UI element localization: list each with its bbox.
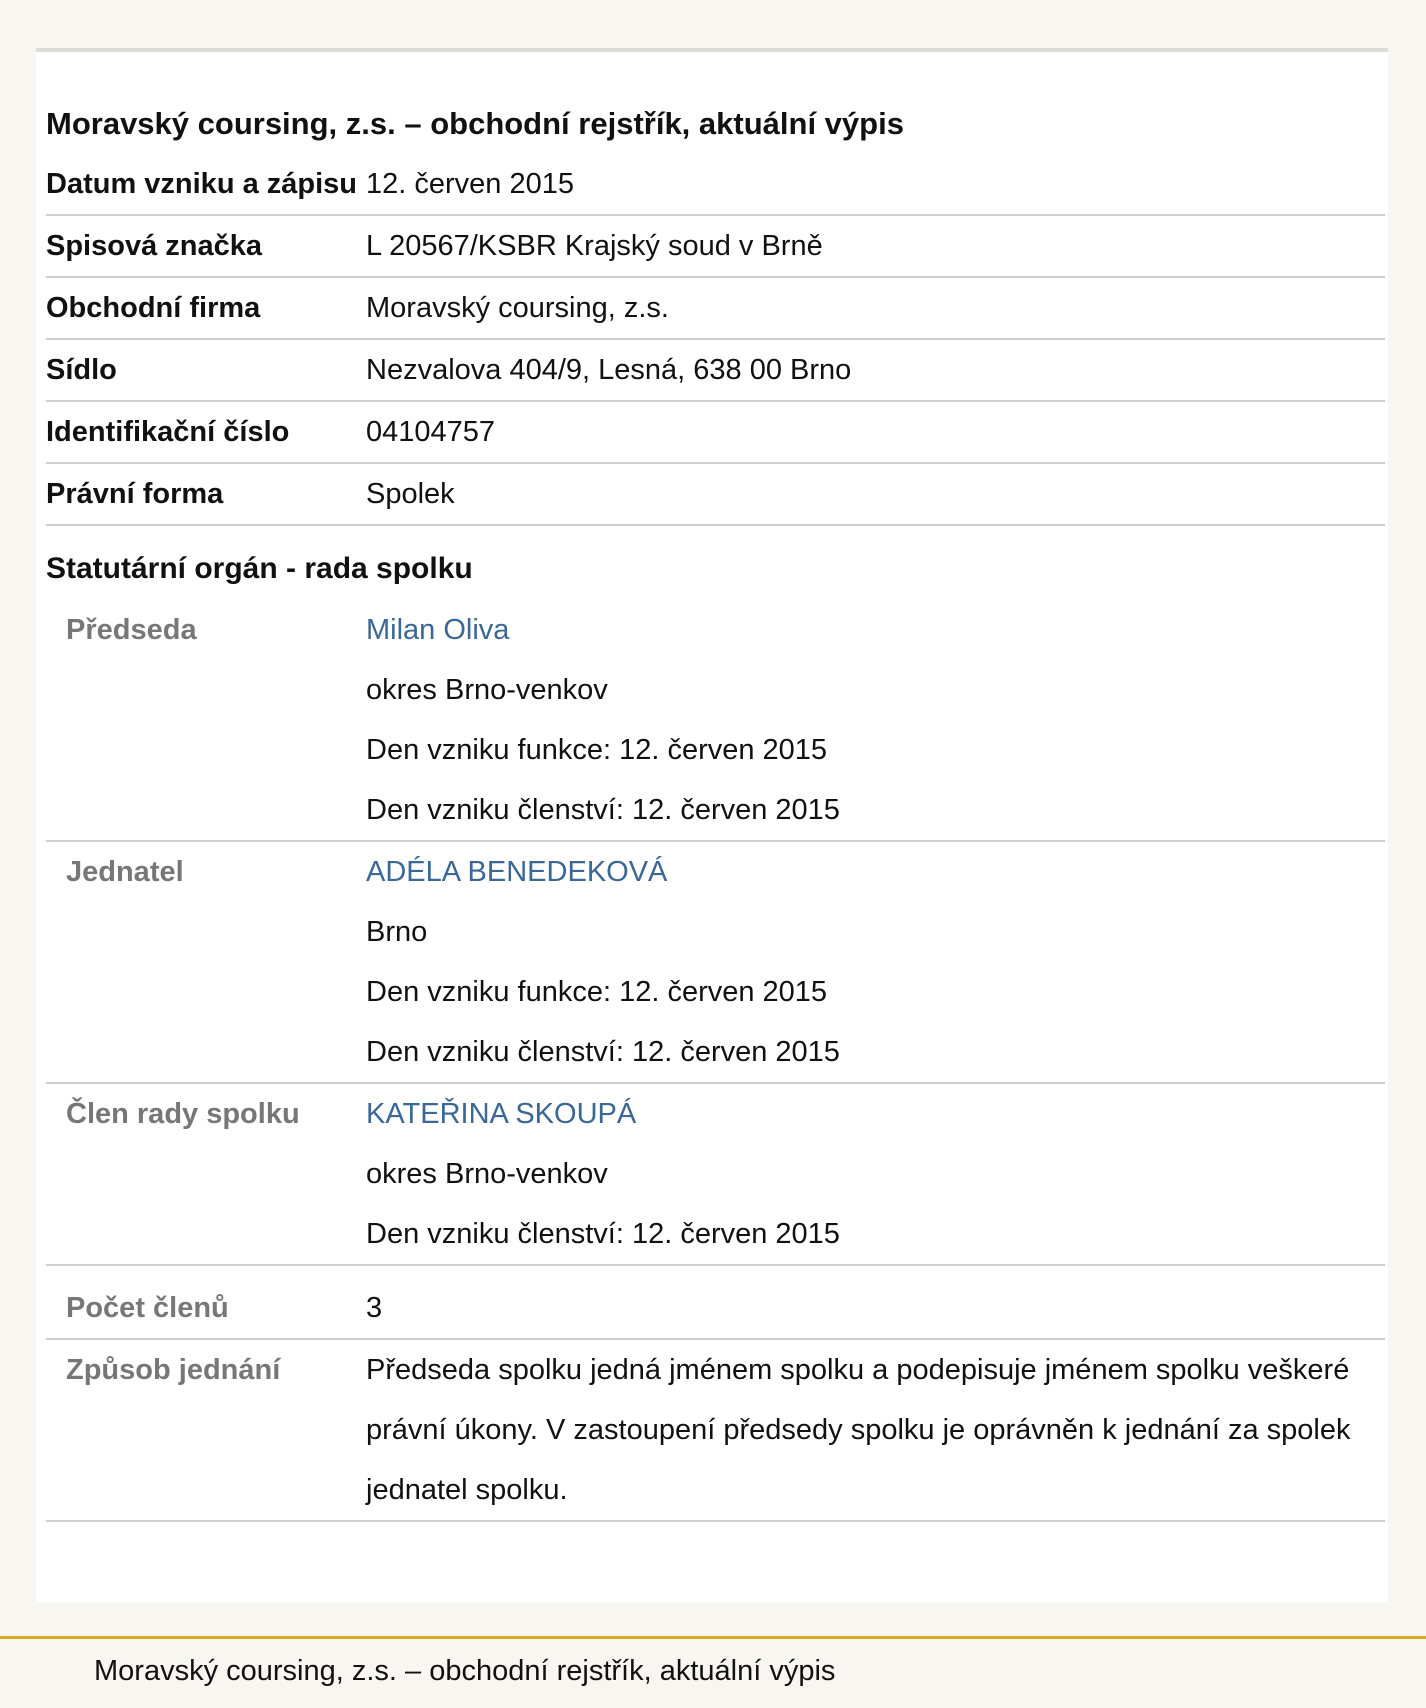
page-title: Moravský coursing, z.s. – obchodní rejstřík, aktuální výpis — [46, 106, 904, 141]
member-location: Brno — [366, 916, 428, 948]
info-value: Moravský coursing, z.s. — [366, 277, 1385, 339]
member-membership-start: Den vzniku členství: 12. červen 2015 — [366, 794, 840, 826]
info-label: Datum vzniku a zápisu — [46, 154, 366, 215]
member-location: okres Brno-venkov — [366, 1158, 608, 1190]
footer — [0, 1636, 1426, 1708]
member-function-start: Den vzniku funkce: 12. červen 2015 — [366, 734, 828, 766]
info-row-id-number — [46, 401, 1385, 463]
info-value: Nezvalova 404/9, Lesná, 638 00 Brno — [366, 339, 1385, 401]
statutory-section-title: Statutární orgán - rada spolku — [46, 552, 473, 585]
member-location: okres Brno-venkov — [366, 674, 608, 706]
member-role: Předseda — [46, 600, 366, 841]
info-label: Obchodní firma — [46, 277, 366, 339]
member-count-label: Počet členů — [46, 1265, 366, 1339]
member-role: Jednatel — [46, 841, 366, 1083]
member-count-value: 3 — [366, 1265, 1385, 1339]
info-label: Identifikační číslo — [46, 401, 366, 463]
info-value: 04104757 — [366, 401, 1385, 463]
info-label: Spisová značka — [46, 215, 366, 277]
info-label: Právní forma — [46, 463, 366, 525]
info-row-legal-form — [46, 463, 1385, 525]
info-row-seat — [46, 339, 1385, 401]
footer-text: Moravský coursing, z.s. – obchodní rejstřík, aktuální výpis — [94, 1655, 836, 1687]
person-link[interactable]: Milan Oliva — [366, 614, 510, 646]
info-value: Spolek — [366, 463, 1385, 525]
member-row-executive — [46, 841, 1385, 1083]
member-membership-start: Den vzniku členství: 12. červen 2015 — [366, 1218, 840, 1250]
member-details — [366, 841, 1385, 1083]
info-value: L 20567/KSBR Krajský soud v Brně — [366, 215, 1385, 277]
info-value: 12. červen 2015 — [366, 154, 1385, 215]
member-row-board-member — [46, 1083, 1385, 1265]
member-membership-start: Den vzniku členství: 12. červen 2015 — [366, 1036, 840, 1068]
info-row-date — [46, 154, 1385, 215]
member-count-row — [46, 1265, 1385, 1339]
member-function-start: Den vzniku funkce: 12. červen 2015 — [366, 976, 828, 1008]
conduct-row — [46, 1339, 1385, 1521]
company-info-table — [46, 154, 1385, 526]
member-details — [366, 600, 1385, 841]
member-details — [366, 1083, 1385, 1265]
record-card — [36, 48, 1388, 1602]
record-content — [46, 100, 1385, 1522]
person-link[interactable]: ADÉLA BENEDEKOVÁ — [366, 856, 668, 888]
statutory-table — [46, 600, 1385, 1522]
info-row-file-number — [46, 215, 1385, 277]
conduct-label: Způsob jednání — [46, 1339, 366, 1521]
info-row-company-name — [46, 277, 1385, 339]
member-role: Člen rady spolku — [46, 1083, 366, 1265]
conduct-value: Předseda spolku jedná jménem spolku a podepisuje jménem spolku veškeré právní úkony. V zastoupení předsedy spolku je oprávněn k jednání za spolek jednatel spolku. — [366, 1339, 1385, 1521]
info-label: Sídlo — [46, 339, 366, 401]
person-link[interactable]: KATEŘINA SKOUPÁ — [366, 1098, 637, 1130]
member-row-chairman — [46, 600, 1385, 841]
